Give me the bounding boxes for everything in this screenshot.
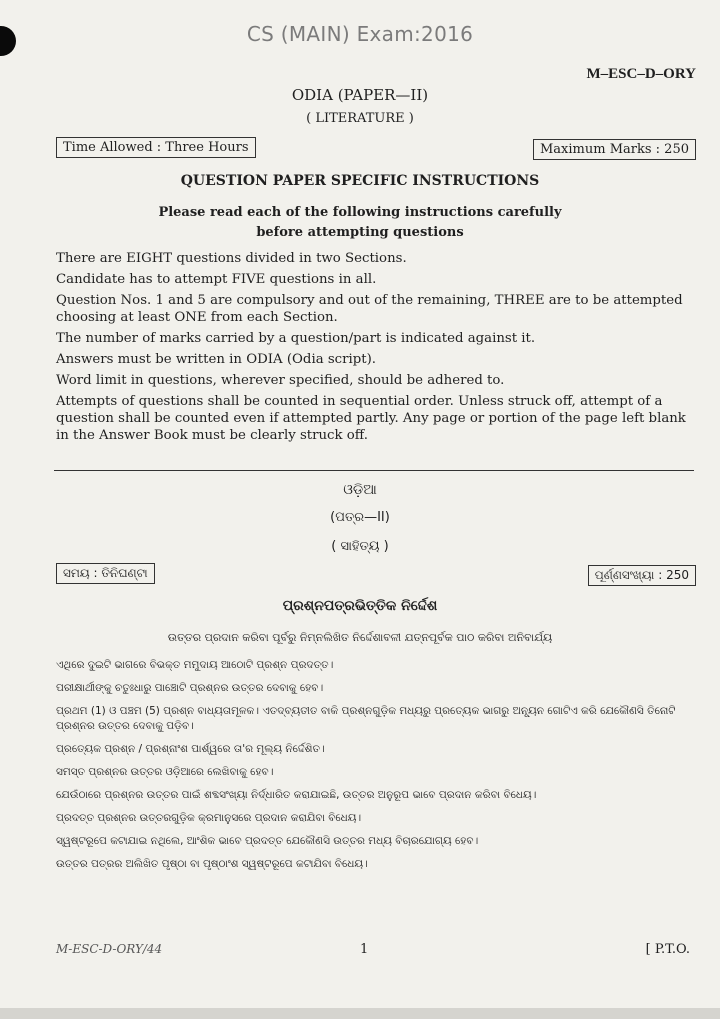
paper-subtitle: ( LITERATURE ) (306, 111, 414, 126)
odia-instructions (56, 658, 696, 880)
instruction-item: Question Nos. 1 and 5 are compulsory and out of the remaining, THREE are to be attempted choosing at least ONE from each Section. (56, 293, 683, 325)
max-marks-box: Maximum Marks : 250 (533, 139, 696, 160)
odia-instruction-item: ଏଥିରେ ଦୁଇଟି ଭାଗରେ ବିଭକ୍ତ ମମୁଦାୟ ଆଠୋଟି ପ୍ରଶ୍ନ ପ୍ରଦତ୍ତ। (56, 659, 334, 671)
instructions-heading: QUESTION PAPER SPECIFIC INSTRUCTIONS (180, 173, 540, 189)
subheading-line-1: Please read each of the following instructions carefully (158, 205, 562, 220)
english-instructions (56, 250, 696, 448)
instructions-subheading (0, 203, 720, 243)
odia-instruction-item: ପରୀକ୍ଷାର୍ଥୀଙ୍କୁ ଚତୁଃଧାରୁ ପାଞ୍ଚୋଟି ପ୍ରଶ୍ନର ଉତ୍ତର ଦେବାକୁ ହେବ। (56, 682, 324, 694)
odia-instruction-item: ସ୍ୱଷ୍ଟରୂପେ କଟାଯାଇ ନଥିଲେ, ଆଂଶିକ ଭାବେ ପ୍ରଦତ୍ତ ଯେକୌଣସି ଉତ୍ତର ମଧ୍ୟ ବିଚାରଯୋଗ୍ୟ ହେବ। (56, 835, 479, 847)
odia-instruction-item: ଯେଉଁଠାରେ ପ୍ରଶ୍ନର ଉତ୍ତର ପାଇଁ ଶବ୍ଦସଂଖ୍ୟା ନିର୍ଦ୍ଧାରିତ କରାଯାଇଛି, ଉତ୍ତର ଅନୁରୂପ ଭାବେ ପ୍ରଦାନ କରିବା ବିଧେୟ। (56, 789, 537, 801)
odia-title: ଓଡ଼ିଆ (343, 482, 377, 498)
odia-instruction-item: ସମସ୍ତ ପ୍ରଶ୍ନର ଉତ୍ତର ଓଡ଼ିଆରେ ଲେଖିବାକୁ ହେବ। (56, 766, 274, 778)
instruction-item: Word limit in questions, wherever specified, should be adhered to. (56, 373, 505, 388)
time-allowed-box: Time Allowed : Three Hours (56, 137, 256, 158)
section-divider (54, 470, 694, 471)
odia-instruction-item: ପ୍ରଦତ୍ତ ପ୍ରଶ୍ନର ଉତ୍ତରଗୁଡ଼ିକ କ୍ରମାନୁସରେ ପ୍ରଦାନ କରାଯିବା ବିଧେୟ। (56, 812, 362, 824)
instruction-item: Attempts of questions shall be counted in sequential order. Unless struck off, attempt of a question shall be counted even if attempted partly. Any page or portion of the page left blank in the Answer Book must be clearly struck off. (56, 394, 686, 443)
odia-time-box: ସମୟ : ତିନିଘଣ୍ଟା (56, 563, 155, 584)
instruction-item: The number of marks carried by a question/part is indicated against it. (56, 331, 536, 346)
odia-instruction-item: ପ୍ରତ୍ୟେକ ପ୍ରଶ୍ନ / ପ୍ରଶ୍ନାଂଶ ପାର୍ଶ୍ୱରେ ତା'ର ମୂଲ୍ୟ ନିର୍ଦ୍ଦେଶିତ। (56, 743, 325, 755)
scan-edge (0, 1008, 720, 1019)
odia-heading: ପ୍ରଶ୍ନପତ୍ରଭିତ୍ତିକ ନିର୍ଦ୍ଦେଶ (282, 598, 438, 614)
paper-code: M–ESC–D–ORY (586, 66, 696, 82)
exam-stamp: CS (MAIN) Exam:2016 (246, 22, 474, 46)
paper-title: ODIA (PAPER—II) (291, 86, 429, 104)
odia-subtitle-2: ( ସାହିତ୍ୟ ) (331, 539, 389, 554)
odia-subheading: ଉତ୍ତର ପ୍ରଦାନ କରିବା ପୂର୍ବରୁ ନିମ୍ନଲିଖିତ ନିର୍ଦ୍ଦେଶାବଳୀ ଯତ୍ନପୂର୍ବକ ପାଠ କରିବା ଅନିବାର୍ଯ୍ୟ (167, 631, 553, 644)
odia-subtitle: (ପତ୍ର—II) (330, 510, 390, 525)
instruction-item: Answers must be written in ODIA (Odia script). (56, 352, 377, 367)
page-number: 1 (360, 942, 369, 957)
odia-marks-box: ପୂର୍ଣ୍ଣସଂଖ୍ୟା : 250 (588, 565, 696, 586)
instruction-item: There are EIGHT questions divided in two Sections. (56, 251, 407, 266)
subheading-line-2: before attempting questions (256, 225, 464, 240)
odia-instruction-item: ଉତ୍ତର ପତ୍ରର ଅଲିଖିତ ପୃଷ୍ଠା ବା ପୃଷ୍ଠାଂଶ ସ୍ୱଷ୍ଟରୂପେ କଟାଯିବା ବିଧେୟ। (56, 858, 368, 870)
footer-paper-code: M-ESC-D-ORY/44 (56, 942, 163, 956)
instruction-item: Candidate has to attempt FIVE questions in all. (56, 272, 377, 287)
pto-label: [ P.T.O. (645, 942, 690, 957)
odia-instruction-item: ପ୍ରଥମ (1) ଓ ପଞ୍ଚମ (5) ପ୍ରଶ୍ନ ବାଧ୍ୟତାମୂଳକ। ଏତଦ୍‌ବ୍ୟତୀତ ବାକି ପ୍ରଶ୍ନଗୁଡ଼ିକ ମଧ୍ୟରୁ ପ୍ରତ୍ୟେକ ଭାଗରୁ ଅନ୍ୟୂନ ଗୋଟିଏ କରି ଯେକୌଣସି ତିନୋଟି ପ୍ରଶ୍ନର ଉତ୍ତର ଦେବାକୁ ପଡ଼ିବ। (56, 705, 676, 732)
